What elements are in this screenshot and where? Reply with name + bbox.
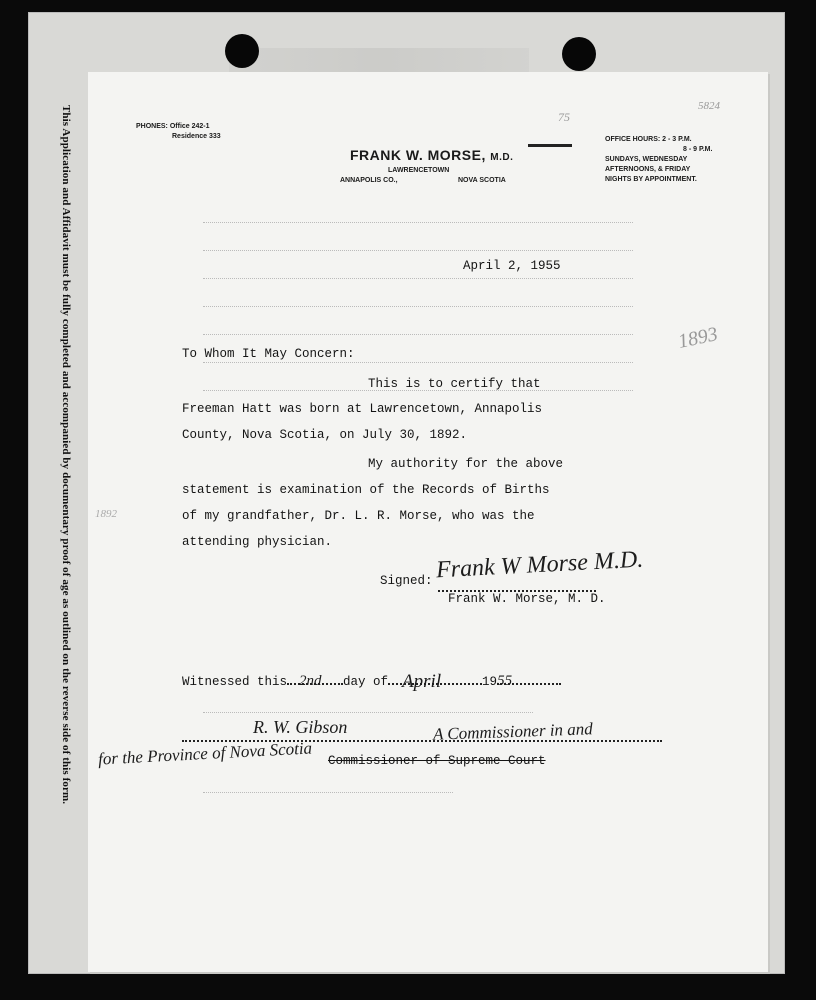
ghost-form-line xyxy=(203,712,533,714)
left-margin-year: 1892 xyxy=(95,508,117,520)
letterhead-office-hours xyxy=(605,135,755,185)
body-line: This is to certify that xyxy=(368,377,541,391)
commissioner-handwriting-2: for the Province of Nova Scotia xyxy=(97,738,313,769)
witness-year-blank xyxy=(497,673,561,689)
letter-date: April 2, 1955 xyxy=(463,259,561,273)
hours-line: OFFICE HOURS: 2 - 3 P.M. xyxy=(605,136,692,143)
witness-line xyxy=(182,671,561,692)
side-notice xyxy=(56,105,76,855)
hours-line: AFTERNOONS, & FRIDAY xyxy=(605,166,691,173)
letterhead-county: ANNAPOLIS CO., xyxy=(340,177,398,184)
side-notice-text: This Application and Affidavit must be fully completed and accompanied by documentary proof of age as outlined on the reverse side of this form. xyxy=(60,105,72,805)
doctor-signature: Frank W Morse M.D. xyxy=(435,546,644,584)
witnessed-prefix: Witnessed this xyxy=(182,675,288,689)
witnessed-mid: day of xyxy=(343,675,389,689)
witness-month: April xyxy=(402,671,442,692)
ghost-form-line xyxy=(203,792,453,794)
letterhead-name xyxy=(350,147,513,163)
ghost-form-line xyxy=(203,306,633,308)
doctor-name: FRANK W. MORSE, xyxy=(350,147,486,163)
corner-number: 5824 xyxy=(698,100,720,112)
witness-day: 2nd xyxy=(299,673,322,689)
witness-year-hand: 55 xyxy=(497,673,513,689)
phone-office: PHONES: Office 242-1 xyxy=(136,123,210,130)
ghost-form-line xyxy=(203,362,633,364)
ghost-form-line xyxy=(203,250,633,252)
ghost-form-line xyxy=(203,222,633,224)
top-margin-number: 75 xyxy=(558,110,570,124)
letterhead-pen-stroke xyxy=(528,144,572,147)
commissioner-handwriting: A Commissioner in and xyxy=(432,719,594,744)
body-line: County, Nova Scotia, on July 30, 1892. xyxy=(182,428,468,442)
letterhead-town: LAWRENCETOWN xyxy=(388,167,450,174)
punch-hole-right xyxy=(562,37,596,71)
ghost-form-line xyxy=(203,278,633,280)
right-margin-year: 1893 xyxy=(676,323,720,353)
letterhead-phones xyxy=(136,122,221,142)
punch-hole-left xyxy=(225,34,259,68)
body-line: statement is examination of the Records of Births xyxy=(182,483,550,497)
phone-residence: Residence 333 xyxy=(172,133,221,140)
letterhead-province: NOVA SCOTIA xyxy=(458,177,506,184)
ghost-form-line xyxy=(203,334,633,336)
witness-day-blank xyxy=(287,673,343,689)
signed-label: Signed: xyxy=(380,574,433,588)
body-line: of my grandfather, Dr. L. R. Morse, who was the xyxy=(182,509,535,523)
salutation: To Whom It May Concern: xyxy=(182,347,355,361)
hours-line: NIGHTS BY APPOINTMENT. xyxy=(605,176,697,183)
hours-line: SUNDAYS, WEDNESDAY xyxy=(605,156,688,163)
body-line: attending physician. xyxy=(182,535,333,549)
body-line: Freeman Hatt was born at Lawrencetown, Annapolis xyxy=(182,402,543,416)
doctor-degree: M.D. xyxy=(490,152,514,163)
hours-line: 8 - 9 P.M. xyxy=(683,146,713,153)
commissioner-signature: R. W. Gibson xyxy=(253,717,348,737)
commissioner-title-typed: Commissioner of Supreme Court xyxy=(328,754,546,768)
witness-month-blank xyxy=(388,671,482,692)
signer-name: Frank W. Morse, M. D. xyxy=(448,592,606,606)
body-line: My authority for the above xyxy=(368,457,564,471)
letter-sheet xyxy=(88,72,768,972)
witness-year-printed: 19 xyxy=(482,675,498,689)
